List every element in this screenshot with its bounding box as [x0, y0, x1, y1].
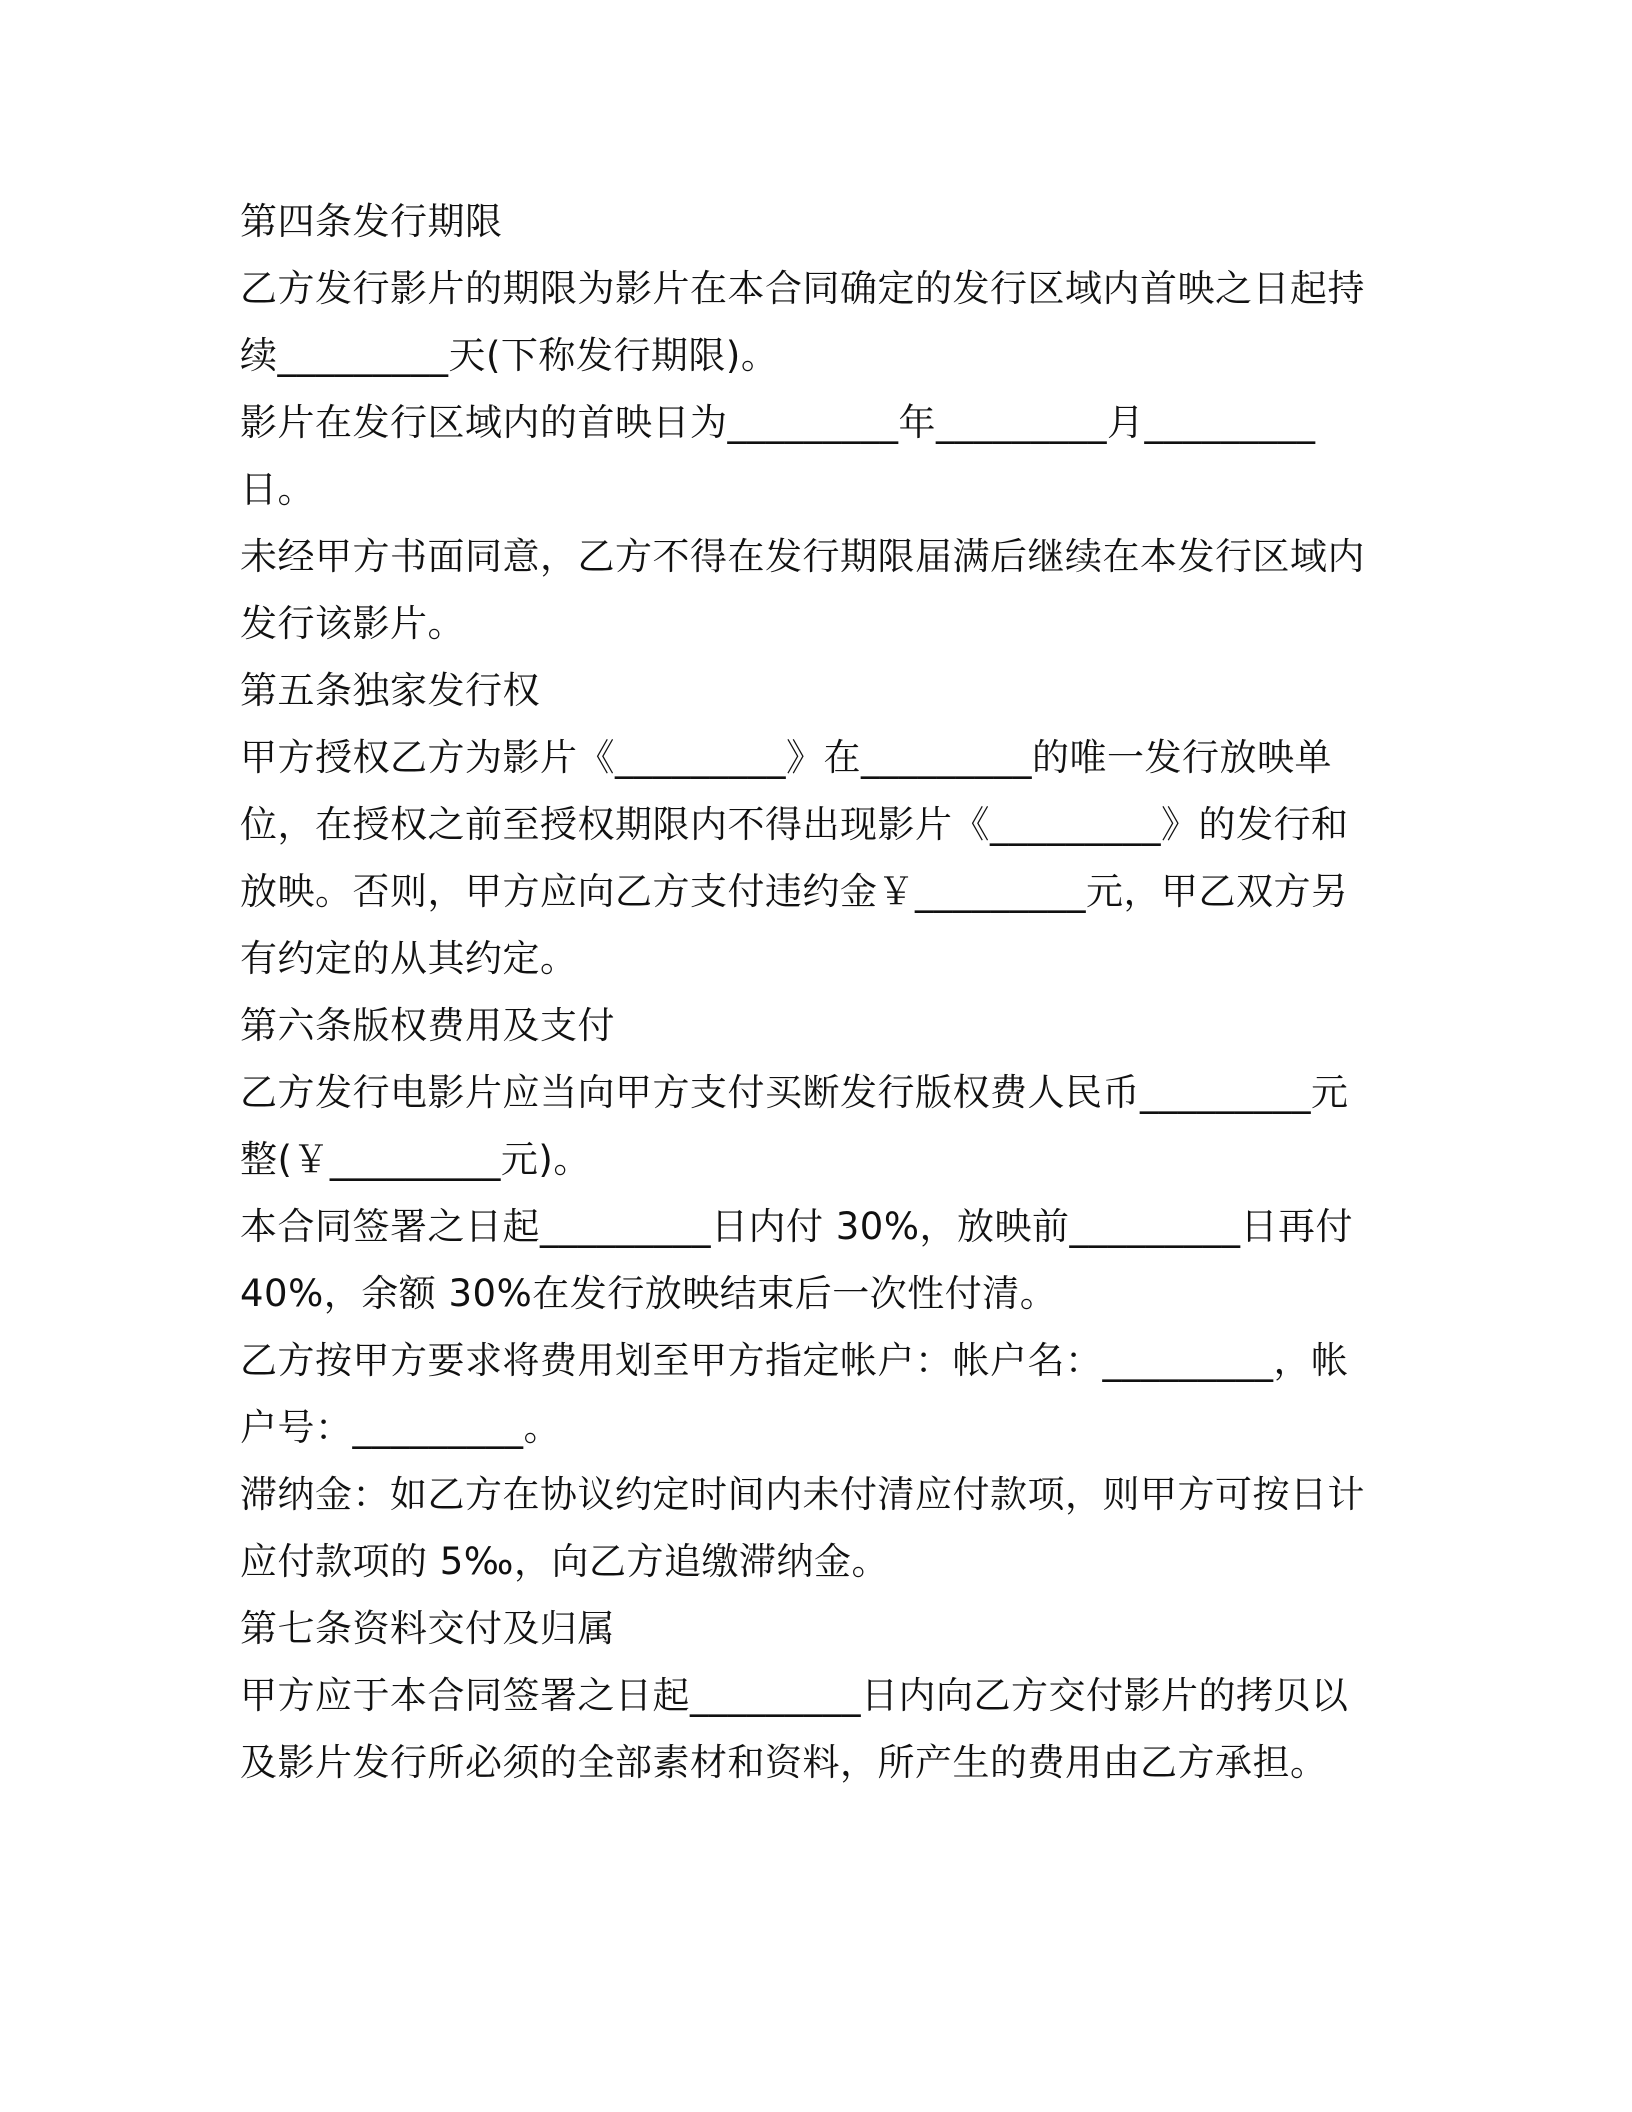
paragraph-line: 放映。否则，甲方应向乙方支付违约金￥_________元，甲乙双方另	[240, 870, 1349, 913]
document-page	[240, 188, 1370, 1796]
heading-article-5: 第五条独家发行权	[240, 669, 540, 712]
paragraph-line: 40%，余额 30%在发行放映结束后一次性付清。	[240, 1272, 1058, 1315]
paragraph-line: 未经甲方书面同意，乙方不得在发行期限届满后继续在本发行区域内	[240, 535, 1365, 578]
paragraph-line: 日。	[240, 468, 315, 511]
heading-article-7: 第七条资料交付及归属	[240, 1607, 615, 1650]
heading-article-6: 第六条版权费用及支付	[240, 1004, 615, 1047]
paragraph-line: 本合同签署之日起_________日内付 30%，放映前_________日再付	[240, 1205, 1353, 1248]
paragraph-line: 续_________天(下称发行期限)。	[240, 334, 779, 377]
paragraph-line: 甲方授权乙方为影片《_________》在_________的唯一发行放映单	[240, 736, 1332, 779]
paragraph-line: 及影片发行所必须的全部素材和资料，所产生的费用由乙方承担。	[240, 1741, 1328, 1784]
paragraph-line: 户号：_________。	[240, 1406, 561, 1449]
paragraph-line: 影片在发行区域内的首映日为_________年_________月_________	[240, 401, 1316, 444]
paragraph-line: 滞纳金：如乙方在协议约定时间内未付清应付款项，则甲方可按日计	[240, 1473, 1365, 1516]
paragraph-line: 应付款项的 5‰，向乙方追缴滞纳金。	[240, 1540, 889, 1583]
paragraph-line: 乙方发行电影片应当向甲方支付买断发行版权费人民币_________元	[240, 1071, 1349, 1114]
paragraph-line: 发行该影片。	[240, 602, 465, 645]
paragraph-line: 乙方发行影片的期限为影片在本合同确定的发行区域内首映之日起持	[240, 267, 1365, 310]
paragraph-line: 有约定的从其约定。	[240, 937, 578, 980]
paragraph-line: 整(￥_________元)。	[240, 1138, 591, 1181]
paragraph-line: 乙方按甲方要求将费用划至甲方指定帐户：帐户名：_________，帐	[240, 1339, 1349, 1382]
paragraph-line: 甲方应于本合同签署之日起_________日内向乙方交付影片的拷贝以	[240, 1674, 1349, 1717]
heading-article-4: 第四条发行期限	[240, 200, 503, 243]
paragraph-line: 位，在授权之前至授权期限内不得出现影片《_________》的发行和	[240, 803, 1349, 846]
